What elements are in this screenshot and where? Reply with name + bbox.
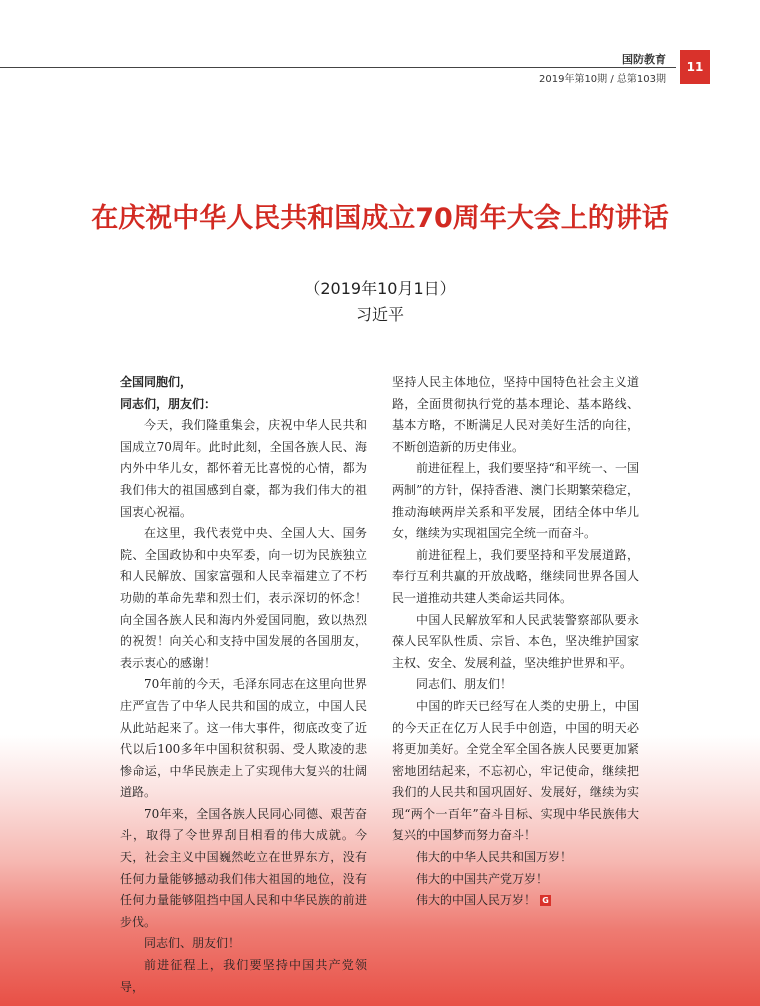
salutation: 同志们，朋友们： <box>120 396 217 411</box>
final-paragraph <box>392 890 639 912</box>
paragraph: 中国的昨天已经写在人类的史册上，中国的今天正在亿万人民手中创造，中国的明天必将更加美好。全党全军全国各族人民要更加紧密地团结起来，不忘初心，牢记使命，继续把我们的人民共和国巩固好、发展好，继续为实现“两个一百年”奋斗目标、实现中华民族伟大复兴的中国梦而努力奋斗！ <box>392 698 639 843</box>
paragraph: 伟大的中国共产党万岁！ <box>416 871 549 886</box>
paragraph-text: 伟大的中国人民万岁！ <box>416 893 537 908</box>
page-number-badge: 11 <box>680 50 710 84</box>
text-column-right <box>392 372 639 912</box>
paragraph: 坚持人民主体地位，坚持中国特色社会主义道路，全面贯彻执行党的基本理论、基本路线、基本方略，不断满足人民对美好生活的向往，不断创造新的历史伟业。 <box>392 375 639 454</box>
author-name: 习近平 <box>355 305 404 324</box>
paragraph: 同志们、朋友们！ <box>144 936 241 951</box>
paragraph: 今天，我们隆重集会，庆祝中华人民共和国成立70周年。此时此刻，全国各族人民、海内外中华儿女，都怀着无比喜悦的心情，都为我们伟大的祖国感到自豪，都为我们伟大的祖国衷心祝福。 <box>120 418 367 519</box>
header-rule <box>0 67 676 68</box>
paragraph: 伟大的中华人民共和国万岁！ <box>416 850 573 865</box>
issue-info: 2019年第10期 / 总第103期 <box>539 74 666 85</box>
speech-date: （2019年10月1日） <box>304 279 456 298</box>
paragraph: 在这里，我代表党中央、全国人大、国务院、全国政协和中央军委，向一切为民族独立和人民解放、国家富强和人民幸福建立了不朽功勋的革命先辈和烈士们，表示深切的怀念！向全国各族人民和海内外爱国同胞，致以热烈的祝贺！向关心和支持中国发展的各国朋友，表示衷心的感谢！ <box>120 526 367 670</box>
paragraph: 70年来，全国各族人民同心同德、艰苦奋斗，取得了令世界刮目相看的伟大成就。今天，社会主义中国巍然屹立在世界东方，没有任何力量能够撼动我们伟大祖国的地位，没有任何力量能够阻挡中国人民和中华民族的前进步伐。 <box>120 806 367 929</box>
paragraph: 同志们、朋友们！ <box>416 677 513 692</box>
article-title: 在庆祝中华人民共和国成立70周年大会上的讲话 <box>91 203 669 234</box>
paragraph: 70年前的今天，毛泽东同志在这里向世界庄严宣告了中华人民共和国的成立，中国人民从此站起来了。这一伟大事件，彻底改变了近代以后100多年中国积贫积弱、受人欺凌的悲惨命运，中华民族走上了实现伟大复兴的壮阔道路。 <box>120 677 367 800</box>
paragraph: 前进征程上，我们要坚持中国共产党领导， <box>120 958 367 994</box>
salutation: 全国同胞们， <box>120 375 193 389</box>
magazine-name: 国防教育 <box>622 53 666 66</box>
end-mark-icon: G <box>540 895 551 906</box>
paragraph: 前进征程上，我们要坚持“和平统一、一国两制”的方针，保持香港、澳门长期繁荣稳定，推动海峡两岸关系和平发展，团结全体中华儿女，继续为实现祖国完全统一而奋斗。 <box>392 461 639 541</box>
paragraph: 中国人民解放军和人民武装警察部队要永葆人民军队性质、宗旨、本色，坚决维护国家主权、安全、发展利益，坚决维护世界和平。 <box>392 612 639 670</box>
text-column-left <box>120 372 367 998</box>
paragraph: 前进征程上，我们要坚持和平发展道路，奉行互利共赢的开放战略，继续同世界各国人民一道推动共建人类命运共同体。 <box>392 547 639 605</box>
